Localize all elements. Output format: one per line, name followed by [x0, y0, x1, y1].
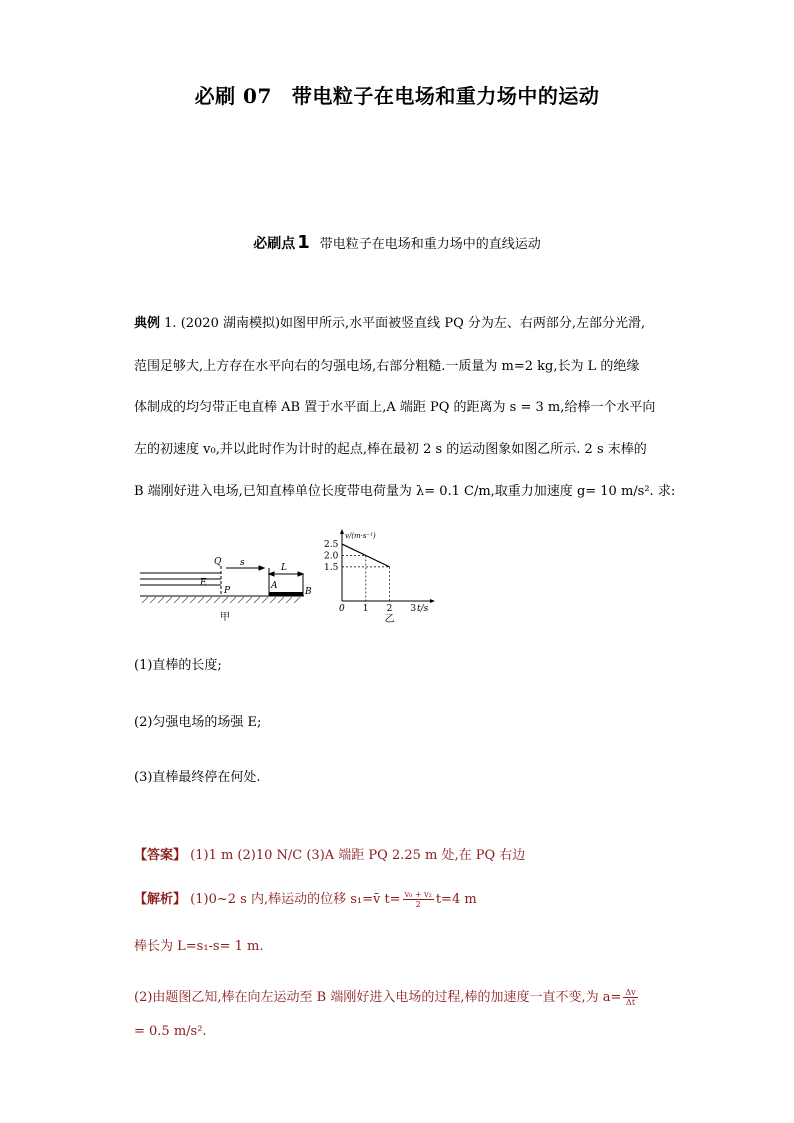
- page-title: [0, 80, 794, 109]
- figure-yi-chart: [318, 528, 436, 626]
- series-0-segment-0: [342, 544, 390, 567]
- problem-label: 典例: [134, 316, 161, 331]
- title-text: 带电粒子在电场和重力场中的运动: [291, 84, 600, 108]
- section-text: 带电粒子在电场和重力场中的直线运动: [319, 237, 541, 252]
- analysis-text-3: (2)由题图乙知,棒在向左运动至 B 端刚好进入电场的过程,棒的加速度一直不变,为 a=: [134, 990, 622, 1005]
- analysis-line-2: 棒长为 L=s₁-s= 1 m.: [134, 939, 264, 954]
- problem-line-3: 体制成的均匀带正电直棒 AB 置于水平面上,A 端距 PQ 的距离为 s = 3 m,给棒一个水平向: [134, 400, 656, 415]
- label-E: E: [200, 578, 207, 588]
- fraction-1-denominator: 2: [415, 900, 421, 909]
- fraction-2-numerator: Δv: [625, 988, 636, 997]
- answer-text: (1)1 m (2)10 N/C (3)A 端距 PQ 2.25 m 处,在 PQ 右边: [190, 848, 526, 863]
- fraction-average-velocity: [403, 890, 434, 909]
- problem-line-1: [134, 316, 664, 332]
- x-tick-label-3: 3: [410, 604, 417, 614]
- analysis-text-1b: t=4 m: [435, 892, 477, 907]
- problem-line-5: B 端刚好进入电场,已知直棒单位长度带电荷量为 λ= 0.1 C/m,取重力加速度 g= 10 m/s². 求:: [134, 484, 676, 499]
- section-number: 1: [297, 232, 310, 253]
- label-L: L: [281, 563, 287, 573]
- analysis-text-1a: (1)0~2 s 内,棒运动的位移 s₁=v̄ t=: [190, 892, 401, 907]
- label-P: P: [224, 586, 231, 596]
- section-label: 必刷点: [253, 236, 296, 252]
- x-axis-arrow: [430, 599, 435, 603]
- answer-line: [134, 848, 664, 864]
- question-1: (1)直棒的长度;: [134, 658, 222, 673]
- fraction-2-denominator: Δt: [626, 998, 636, 1007]
- problem-line-4: 左的初速度 v₀,并以此时作为计时的起点,棒在最初 2 s 的运动图象如图乙所示. 2 s 末棒的: [134, 442, 647, 457]
- label-s: s: [240, 558, 245, 568]
- y-axis-arrow: [340, 529, 344, 534]
- title-code: 必刷 07: [194, 84, 272, 108]
- section-heading: [0, 232, 794, 253]
- label-A: A: [271, 581, 278, 591]
- analysis-label: 【解析】: [134, 892, 187, 907]
- label-Q: Q: [214, 557, 222, 567]
- analysis-line-4: = 0.5 m/s².: [134, 1024, 207, 1039]
- analysis-line-1: [134, 890, 664, 909]
- y-tick-label-2.0: 2.0: [324, 551, 339, 562]
- answer-label: 【答案】: [134, 848, 187, 863]
- y-tick-label-1.5: 1.5: [324, 562, 339, 573]
- figure-jia: [136, 530, 316, 626]
- problem-text-1: 1. (2020 湖南模拟)如图甲所示,水平面被竖直线 PQ 分为左、右两部分,左部分光滑,: [164, 316, 646, 331]
- x-axis-label: t/s: [417, 604, 429, 614]
- y-axis-label: v/(m·s⁻¹): [345, 532, 376, 540]
- y-tick-label-2.5: 2.5: [324, 540, 339, 551]
- caption-yi: 乙: [384, 614, 395, 625]
- question-2: (2)匀强电场的场强 E;: [134, 715, 262, 730]
- x-tick-label-2: 2: [386, 604, 393, 614]
- caption-jia: 甲: [220, 612, 230, 623]
- question-3: (3)直棒最终停在何处.: [134, 770, 261, 785]
- x-tick-label-0: 0: [339, 604, 345, 614]
- label-B: B: [305, 587, 312, 597]
- fraction-1-numerator: v₀ + v₂: [404, 890, 432, 899]
- analysis-line-3: [134, 988, 664, 1007]
- fraction-acceleration: [623, 988, 637, 1007]
- x-tick-label-1: 1: [362, 604, 369, 614]
- problem-line-2: 范围足够大,上方存在水平向右的匀强电场,右部分粗糙.一质量为 m=2 kg,长为 L 的绝缘: [134, 359, 640, 374]
